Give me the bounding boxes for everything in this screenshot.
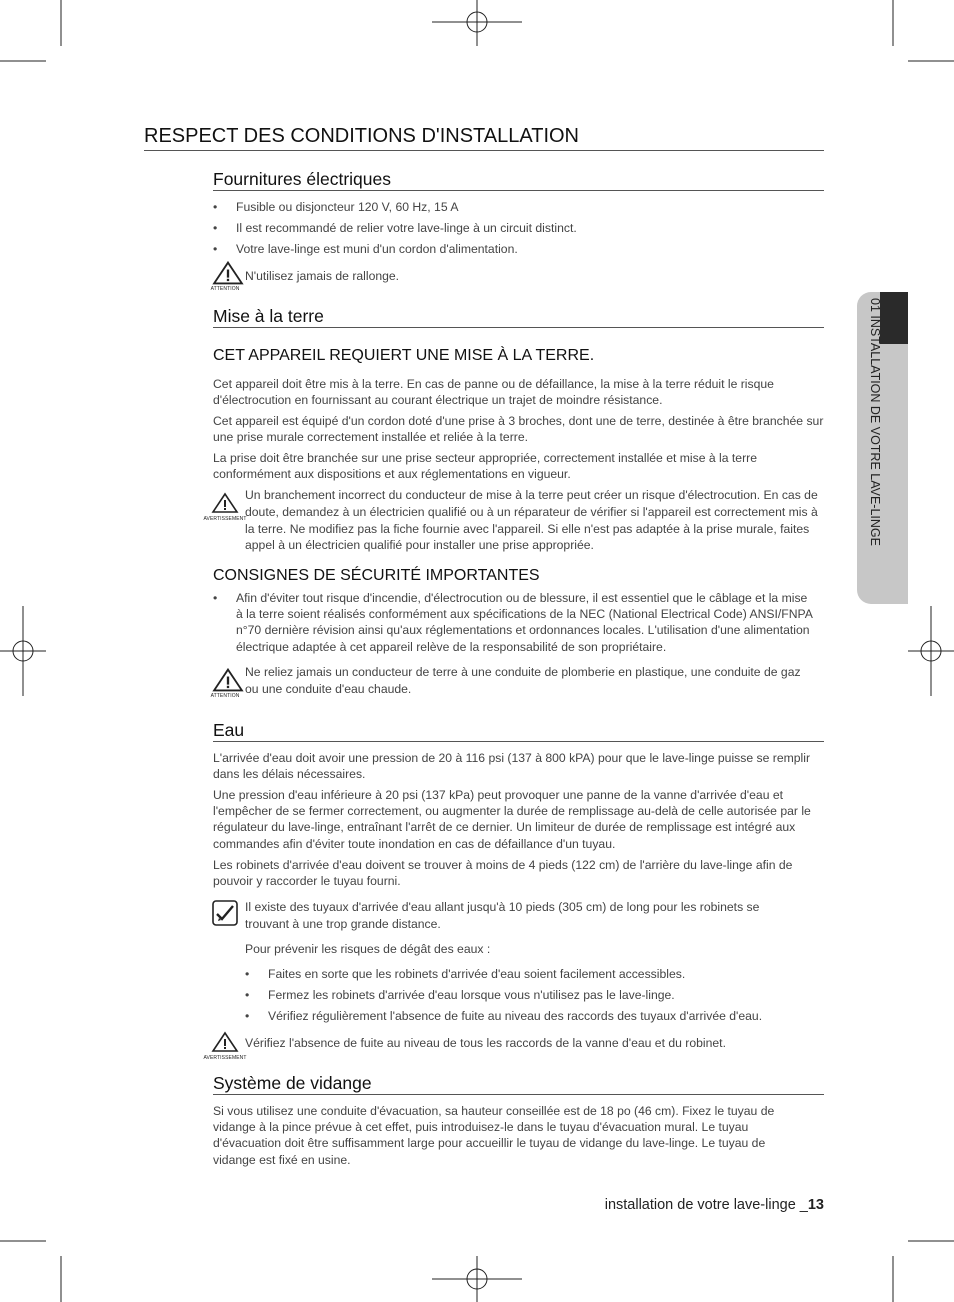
page-footer — [605, 1197, 824, 1213]
warning-badge — [203, 1029, 247, 1061]
list-item: • Il est recommandé de relier votre lave-linge à un circuit distinct. — [213, 220, 824, 236]
section-heading-ground: Mise à la terre — [213, 305, 824, 328]
subheading-ground: CET APPAREIL REQUIERT UNE MISE À LA TERRE. — [213, 347, 595, 364]
note-text: Il existe des tuyaux d'arrivée d'eau allant jusqu'à 10 pieds (305 cm) de long pour les robinets se trouvant à une trop grande distance. — [245, 900, 760, 931]
page-number: 13 — [807, 1197, 824, 1213]
warning-label: AVERTISSEMENT — [203, 1055, 247, 1061]
paragraph: Cet appareil doit être mis à la terre. En cas de panne ou de défaillance, la mise à la terre réduit le risque d'électrocution en fournissant au courant électrique un trajet de moindre résistance. — [213, 377, 774, 408]
list-item: • Fusible ou disjoncteur 120 V, 60 Hz, 15 A — [213, 199, 824, 215]
warning-triangle-icon — [203, 1029, 247, 1055]
water-list — [245, 966, 825, 1025]
warning-text: Un branchement incorrect du conducteur de mise à la terre peut créer un risque d'électrocution. En cas de doute, demandez à un électricien qualifié ou à un réparateur de vérifier si l'appareil est correctement mis à la terre. Ne modifiez pas la fiche fournie avec l'appareil. Si elle n'est pas adaptée à la prise murale, faites appel à un électricien qualifié pour installer une prise appropriée. — [245, 488, 818, 553]
caution-text: Ne reliez jamais un conducteur de terre à une conduite de plomberie en plastique, une conduite de gaz ou une conduite d'eau chaude. — [245, 665, 801, 696]
prevent-intro: Pour prévenir les risques de dégât des eaux : — [245, 942, 491, 956]
subheading-safety: CONSIGNES DE SÉCURITÉ IMPORTANTES — [213, 567, 540, 584]
paragraph: Une pression d'eau inférieure à 20 psi (137 kPa) peut provoquer une panne de la vanne d'arrivée d'eau et l'empêcher de se fermer correctement, ou augmenter la durée de remplissage au-delà de celle autorisée par le régulateur du lave-linge, entraînant l'arrêt de ce dernier. Un limiteur de durée de remplissage est intégré aux commandes afin d'éviter toute inondation en cas de défaillance d'un tuyau. — [213, 788, 811, 851]
footer-text: installation de votre lave-linge _ — [604, 1197, 808, 1213]
list-item: • Vérifiez régulièrement l'absence de fuite au niveau des raccords des tuyaux d'arrivée d'eau. — [245, 1008, 825, 1024]
paragraph: L'arrivée d'eau doit avoir une pression de 20 à 116 psi (137 à 800 kPA) pour que le lave-linge puisse se remplir dans les délais nécessaires. — [213, 751, 811, 782]
safety-list — [213, 590, 813, 655]
side-tab-marker — [880, 292, 908, 344]
paragraph: Cet appareil est équipé d'un cordon doté d'une prise à 3 broches, dont une de terre, destinée à être branchée sur une prise murale correctement installée et reliée à la terre. — [213, 414, 824, 445]
caution-text: N'utilisez jamais de rallonge. — [245, 269, 400, 283]
paragraph: Si vous utilisez une conduite d'évacuation, sa hauteur conseillée est de 18 po (46 cm). Fixez le tuyau de vidange à la pince prévue à cet effet, puis introduisez-le dans le tuyau d'évacuation mural. Le tuyau d'évacuation doit être suffisamment large pour accueillir le tuyau de vidange du lave-linge. Le tuyau de vidange est fixé en usine. — [213, 1104, 775, 1167]
warning-triangle-icon — [203, 490, 247, 516]
note-pencil-icon — [212, 900, 238, 926]
caution-label: ATTENTION — [210, 286, 240, 292]
caution-badge — [206, 667, 244, 699]
page-title: RESPECT DES CONDITIONS D'INSTALLATION — [144, 124, 824, 151]
warning-text: Vérifiez l'absence de fuite au niveau de tous les raccords de la vanne d'eau et du robinet. — [245, 1036, 726, 1050]
paragraph: La prise doit être branchée sur une prise secteur appropriée, correctement installée et mise à la terre conformément aux dispositions et aux réglementations en vigueur. — [213, 451, 757, 482]
caution-label: ATTENTION — [210, 693, 240, 699]
list-item: • Afin d'éviter tout risque d'incendie, d'électrocution ou de blessure, il est essentiel que le câblage et la mise à la terre soient réalisés conformément aux spécifications de la NEC (National Electrical Code) ANSI/FNPA n°70 dernière révision ainsi qu'aux réglementations et ordonnances locales. L'utilisation d'une alimentation électrique adaptée à cet appareil relève de la responsabilité de son propriétaire. — [213, 590, 813, 655]
warning-triangle-icon — [206, 260, 250, 286]
list-item: • Faites en sorte que les robinets d'arrivée d'eau soient facilement accessibles. — [245, 966, 825, 982]
list-item: • Votre lave-linge est muni d'un cordon d'alimentation. — [213, 241, 824, 257]
warning-triangle-icon — [206, 667, 250, 693]
section-heading-water: Eau — [213, 719, 824, 742]
warning-badge — [203, 490, 247, 522]
list-item: • Fermez les robinets d'arrivée d'eau lorsque vous n'utilisez pas le lave-linge. — [245, 987, 825, 1003]
caution-badge — [206, 260, 244, 292]
section-heading-electrical: Fournitures électriques — [213, 168, 824, 191]
warning-label: AVERTISSEMENT — [203, 516, 247, 522]
side-tab-label: 01 INSTALLATION DE VOTRE LAVE-LINGE — [868, 298, 882, 546]
section-heading-drain: Système de vidange — [213, 1072, 824, 1095]
paragraph: Les robinets d'arrivée d'eau doivent se trouver à moins de 4 pieds (122 cm) de l'arrière du lave-linge afin de pouvoir y raccorder le tuyau fourni. — [213, 858, 793, 889]
electrical-list — [213, 199, 824, 258]
